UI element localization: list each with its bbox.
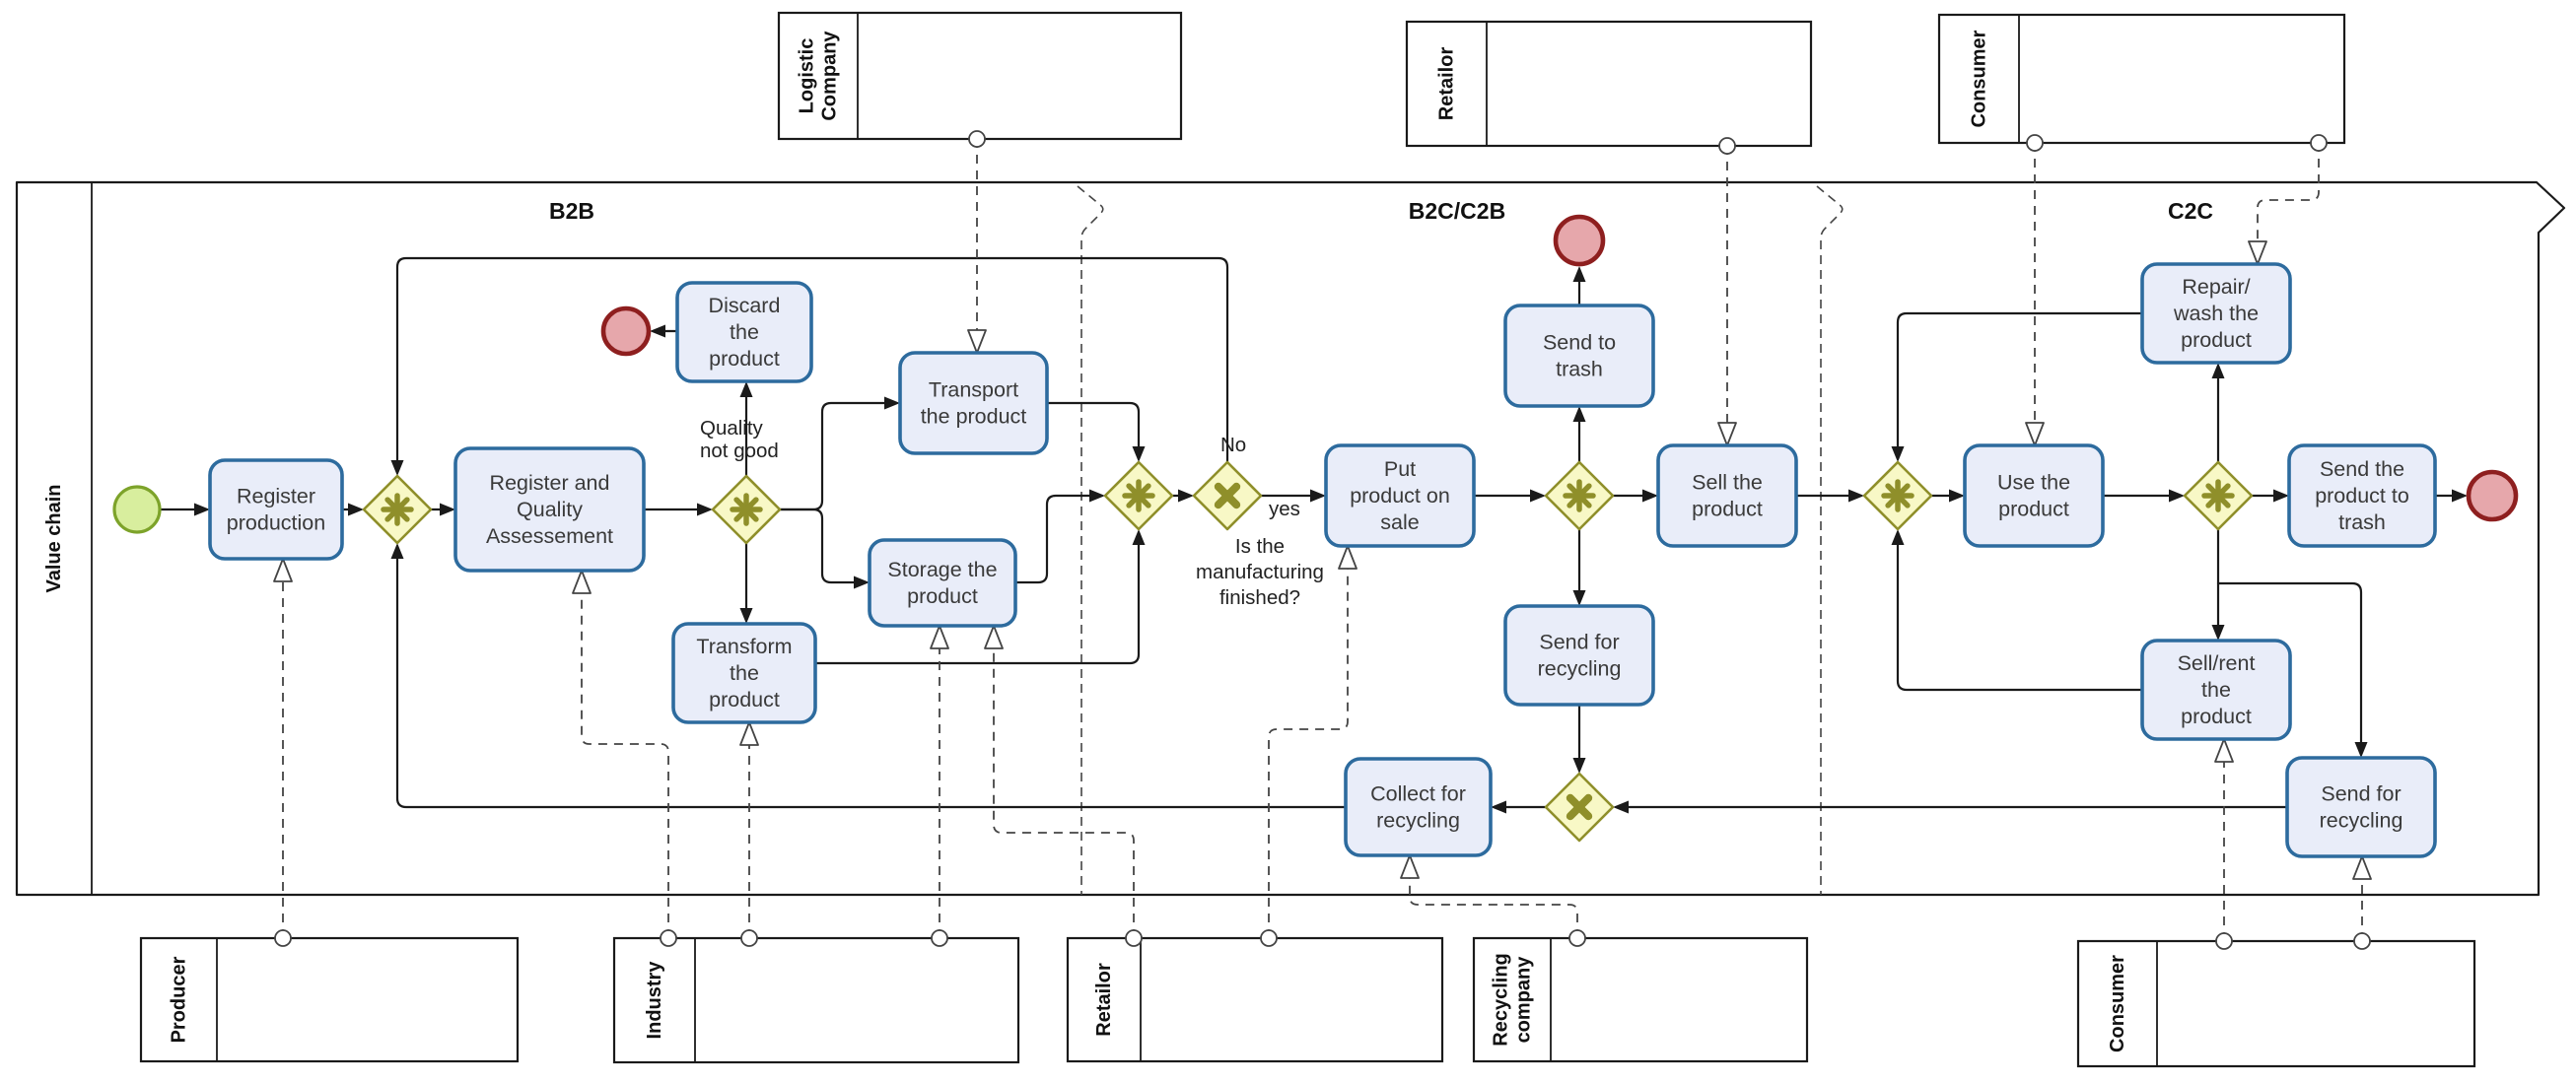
task-sell-the-product [1658, 445, 1796, 546]
pool-border-retailor-bottom [1068, 938, 1442, 1061]
task-send-product-to-trash [2289, 445, 2435, 546]
task-shape-storage-product [870, 540, 1015, 626]
msg-recycling-collect-source-anchor [1569, 930, 1585, 946]
msg-consumer-sendrecycling [2353, 856, 2371, 949]
end-event-trash-b2c-end-circle [1556, 217, 1603, 264]
msg-industry-storage-source-anchor [932, 930, 947, 946]
task-label-send-for-recycling-b2c: Send for recycling [1537, 630, 1622, 681]
task-label-repair-wash-product: Repair/ wash the product [2173, 275, 2260, 352]
start-event-start-circle [114, 487, 160, 532]
task-shape-sell-the-product [1658, 445, 1796, 546]
pool-retailor-bottom [1068, 938, 1442, 1061]
task-label-sell-rent-product: Sell/rent the product [2177, 651, 2256, 728]
task-shape-send-to-trash [1505, 305, 1653, 406]
task-shape-send-for-recycling-b2c [1505, 606, 1653, 705]
task-transform-product [673, 624, 815, 722]
task-send-for-recycling-c2c [2287, 758, 2435, 856]
pool-label-recycling-company: Recyclingcompany [1490, 953, 1535, 1047]
task-label-register-production: Register production [226, 484, 326, 535]
task-shape-register-production [210, 460, 342, 559]
msg-industry-quality-source-anchor [661, 930, 676, 946]
section-label-c2c: C2C [2167, 198, 2214, 224]
pool-label-consumer-top: Consumer [1968, 30, 1990, 128]
annotation-quality-not-good: Quality not good [700, 417, 779, 462]
task-label-send-to-trash: Send to trash [1542, 330, 1617, 381]
task-label-storage-product: Storage the product [887, 558, 998, 608]
task-send-for-recycling-b2c [1505, 606, 1653, 705]
msg-consumer-use-source-anchor [2027, 135, 2043, 151]
task-label-use-the-product: Use the product [1996, 470, 2071, 521]
end-event-trash-c2c [2469, 472, 2516, 519]
start-event [114, 487, 160, 532]
section-label-b2b: B2B [548, 198, 595, 224]
value-chain-pool-label: Value chain [43, 484, 65, 593]
msg-industry-transform-source-anchor [741, 930, 757, 946]
task-shape-transport-product [900, 353, 1047, 453]
task-label-send-for-recycling-c2c: Send for recycling [2319, 781, 2403, 833]
msg-logistic-transport-source-anchor [969, 131, 985, 147]
task-shape-use-the-product [1965, 445, 2103, 546]
end-event-trash-b2c [1556, 217, 1603, 264]
annotation-no-label: No [1220, 434, 1247, 456]
task-label-transform-product: Transform the product [696, 635, 793, 711]
msg-retailor-storage-source-anchor [1126, 930, 1142, 946]
task-register-quality [455, 448, 644, 571]
pool-label-retailor-bottom: Retailor [1093, 963, 1115, 1037]
task-label-transport-product: Transport the product [920, 377, 1027, 429]
task-transport-product [900, 353, 1047, 453]
task-label-send-product-to-trash: Send the product to trash [2315, 457, 2409, 534]
task-use-the-product [1965, 445, 2103, 546]
msg-consumer-sendrecycling-source-anchor [2354, 933, 2370, 949]
task-label-discard-product: Discard the product [708, 294, 781, 371]
msg-retailor-putonsale-source-anchor [1261, 930, 1277, 946]
task-label-register-quality: Register and Quality Assessement [485, 471, 614, 548]
pool-border-consumer-bottom [2078, 941, 2474, 1066]
annotation-yes-label: yes [1269, 498, 1300, 520]
pool-label-producer: Producer [168, 956, 190, 1044]
pool-recycling-company [1474, 938, 1807, 1061]
task-send-to-trash [1505, 305, 1653, 406]
task-label-sell-the-product: Sell the product [1692, 470, 1763, 521]
pool-retailor-top [1407, 22, 1811, 146]
task-register-production [210, 460, 342, 559]
task-shape-collect-for-recycling [1346, 759, 1491, 855]
pool-label-industry: Industry [644, 961, 665, 1040]
end-event-trash-c2c-end-circle [2469, 472, 2516, 519]
pool-consumer-top [1939, 15, 2344, 143]
annotation-manufacturing-question: Is the manufacturing finished? [1196, 535, 1324, 609]
task-discard-product [677, 283, 811, 381]
task-put-product-on-sale [1326, 445, 1474, 546]
task-repair-wash-product [2142, 264, 2290, 363]
end-event-discard [603, 308, 649, 354]
msg-consumer-repair-source-anchor [2311, 135, 2327, 151]
pool-label-logistic-company: LogisticCompany [796, 31, 841, 121]
pool-label-retailor-top: Retailor [1435, 46, 1458, 121]
pool-border-producer [141, 938, 518, 1061]
pool-consumer-bottom [2078, 941, 2474, 1066]
pool-border-consumer-top [1939, 15, 2344, 143]
pool-border-retailor-top [1407, 22, 1811, 146]
task-label-put-product-on-sale: Put product on sale [1350, 457, 1450, 534]
msg-producer-register-source-anchor [275, 930, 291, 946]
task-label-collect-for-recycling: Collect for recycling [1370, 781, 1466, 833]
pool-producer [141, 938, 518, 1061]
pool-industry [614, 938, 1018, 1062]
msg-retailor-sell-source-anchor [1719, 138, 1735, 154]
task-shape-send-for-recycling-c2c [2287, 758, 2435, 856]
end-event-discard-end-circle [603, 308, 649, 354]
task-collect-for-recycling [1346, 759, 1491, 855]
pool-logistic-company [779, 13, 1181, 139]
msg-consumer-sellrent-source-anchor [2216, 933, 2232, 949]
pool-border-industry [614, 938, 1018, 1062]
pool-label-consumer-bottom: Consumer [2107, 955, 2128, 1052]
task-storage-product [870, 540, 1015, 626]
task-sell-rent-product [2142, 641, 2290, 739]
section-label-b2c-c2b: B2C/C2B [1408, 198, 1506, 224]
